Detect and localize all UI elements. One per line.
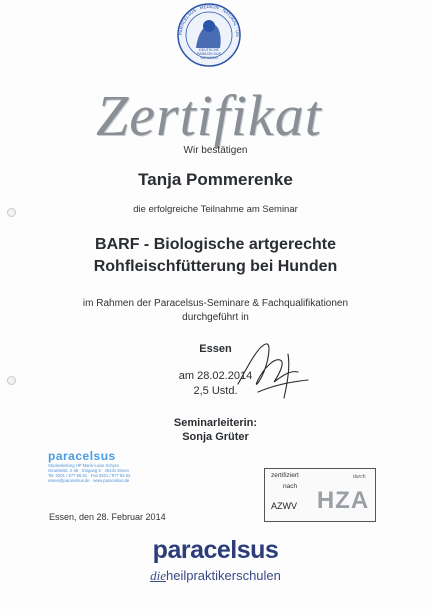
stamp-line: Studienleitung HP Marie-Luise Schyra xyxy=(48,463,119,468)
stamp-line: Girardetstr. 2-38 · Eingang 5 · 45131 Essen xyxy=(48,468,130,473)
seminar-title-line2: Rohfleischfütterung bei Hunden xyxy=(93,258,338,275)
svg-text:HZA: HZA xyxy=(317,487,369,514)
tagline-die: die xyxy=(150,568,166,583)
svg-text:SCHULEN: SCHULEN xyxy=(200,56,218,60)
seminar-date: am 28.02.2014 xyxy=(178,370,253,382)
certified-text: zertifiziert xyxy=(271,472,299,479)
location: Essen xyxy=(199,343,232,355)
certificate-heading: Zertifikat xyxy=(96,83,322,148)
participant-name: Tanja Pommerenke xyxy=(138,170,293,189)
paracelsus-seal xyxy=(176,2,242,68)
stamp-line: essen@paracelsus.de · www.paracelsus.de xyxy=(48,478,130,483)
svg-text:DEUTSCHE: DEUTSCHE xyxy=(199,48,219,52)
instructor-name: Sonja Grüter xyxy=(182,431,249,443)
seminar-title-line1: BARF - Biologische artgerechte xyxy=(95,236,336,253)
place-and-date: Essen, den 28. Februar 2014 xyxy=(49,512,166,522)
brand-tagline xyxy=(0,568,431,584)
tagline-rest: heilpraktikerschulen xyxy=(165,568,281,583)
signature xyxy=(228,336,318,406)
participation-text: die erfolgreiche Teilnahme am Seminar xyxy=(133,204,298,215)
brand-logo: paracelsus xyxy=(152,536,279,564)
hza-logo xyxy=(317,481,369,515)
seminar-duration: 2,5 Ustd. xyxy=(193,385,238,397)
stamp-line: Tel. 0201 / 877 55 51 · Fax 0201 / 877 55 52 xyxy=(48,473,131,478)
confirm-text: Wir bestätigen xyxy=(183,145,248,156)
instructor-label: Seminarleiterin: xyxy=(173,417,258,429)
context-line2: durchgeführt in xyxy=(182,312,249,323)
stamp-logo: paracelsus xyxy=(48,449,116,463)
school-stamp xyxy=(48,449,166,497)
standard-text: AZWV xyxy=(271,501,297,511)
punch-hole xyxy=(7,208,16,217)
svg-text:PARACELSUS: PARACELSUS xyxy=(197,52,221,56)
accreditation-badge xyxy=(264,468,376,522)
by-text: nach xyxy=(283,483,298,490)
through-text: durch xyxy=(353,474,366,480)
context-line1: im Rahmen der Paracelsus-Seminare & Fachqualifikationen xyxy=(82,298,349,309)
svg-text:PARACELSUS · MEDICIN · NATURAL: PARACELSUS · MEDICIN · NATURAL · UN xyxy=(177,3,241,37)
punch-hole xyxy=(7,376,16,385)
